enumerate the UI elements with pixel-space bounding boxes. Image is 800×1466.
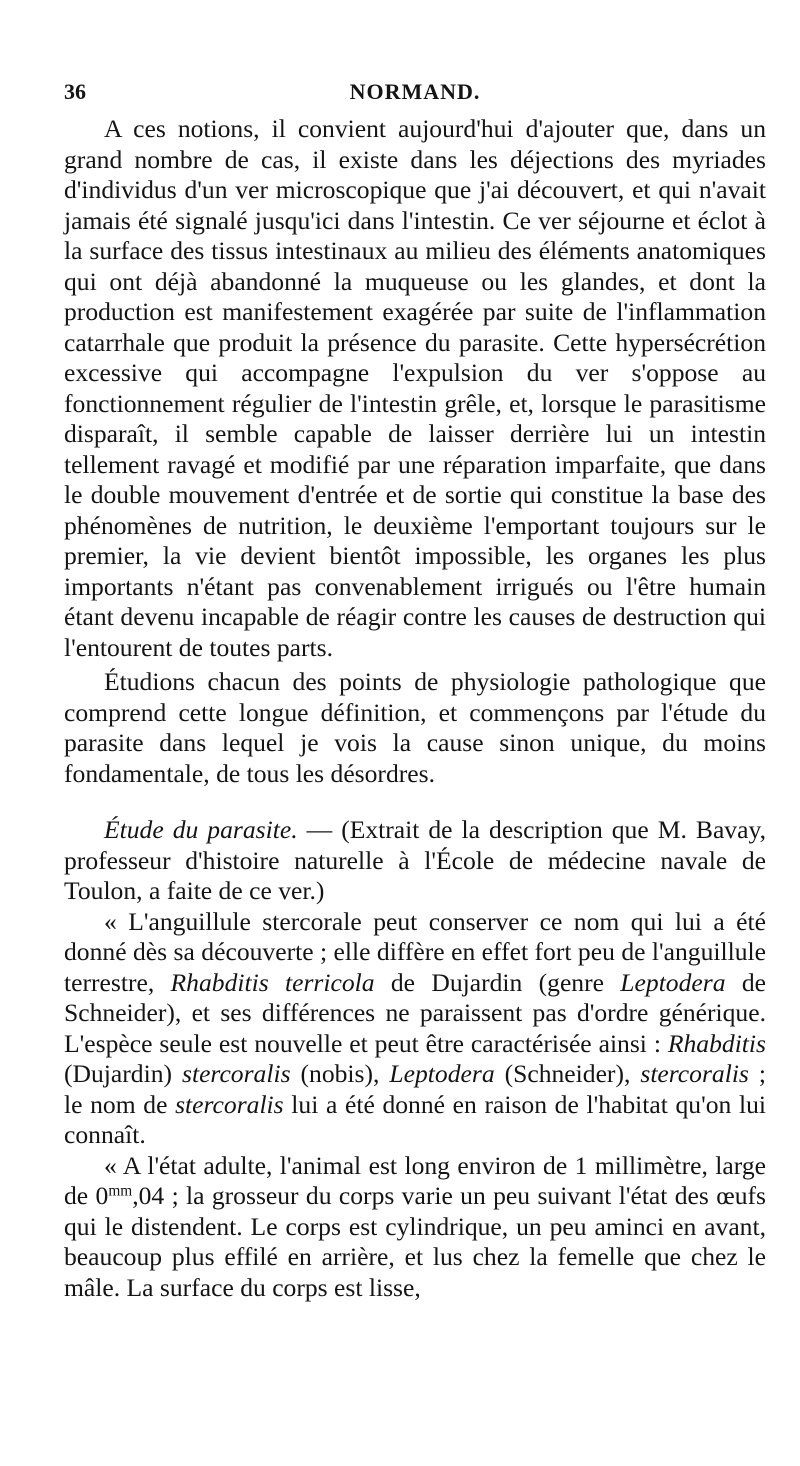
- running-title: NORMAND.: [349, 79, 481, 104]
- genus-name: Rhabditis: [667, 1028, 766, 1058]
- unit-superscript: mm: [108, 1182, 133, 1200]
- text-segment: « A l'état adulte, l'animal est long environ de 1 millimètre, large de 0: [64, 1150, 766, 1210]
- text-segment: lui a été donné en raison de l'habitat qu'on lui connaît.: [64, 1089, 766, 1149]
- genus-name: Leptodera: [620, 967, 726, 997]
- text-segment: (nobis),: [290, 1059, 390, 1088]
- paragraph-parasite-study: [64, 815, 766, 907]
- species-name: stercoralis: [640, 1059, 749, 1088]
- text-segment: ; le nom de: [64, 1059, 766, 1119]
- text-segment: de Dujardin (genre: [374, 967, 621, 997]
- section-heading: Étude du parasite.: [104, 815, 298, 844]
- page-header: [64, 78, 766, 106]
- paragraph-text: — (Extrait de la description que M. Bavay, professeur d'histoire naturelle à l'École de médecine navale de Toulon, a faite de ce ver.): [64, 815, 766, 905]
- text-segment: de Schneider), et ses différences ne paraissent pas d'ordre générique. L'espèce seule est nouvelle et peut être caractérisée ainsi :: [64, 967, 766, 1058]
- species-name: stercoralis: [175, 1089, 284, 1119]
- paragraph-anguillule: [64, 907, 766, 1151]
- paragraph-etudions: Étudions chacun des points de physiologie pathologique que comprend cette longue définition, et commençons par l'étude du parasite dans lequel je vois la cause sinon unique, du moins fondamentale, de tous les désordres.: [64, 667, 766, 788]
- text-segment: « L'anguillule stercorale peut conserver ce nom qui lui a été donné dès sa découverte ; elle diffère en effet fort peu de l'anguillule terrestre,: [64, 906, 766, 997]
- genus-name: Leptodera: [389, 1059, 495, 1088]
- paragraph-adult: [64, 1151, 766, 1304]
- species-name: Rhabditis terricola: [170, 967, 375, 997]
- species-name: stercoralis: [182, 1059, 291, 1088]
- page-number: 36: [64, 79, 86, 104]
- paragraph-intro: A ces notions, il convient aujourd'hui d'ajouter que, dans un grand nombre de cas, il existe dans les déjections des myriades d'individus d'un ver microscopique que j'ai découvert, et qui n'avait jamais été signalé jusqu'ici dans l'intestin. Ce ver séjourne et éclot à la surface des tissus intestinaux au milieu des éléments anatomiques qui ont déjà abandonné la muqueuse ou les glandes, et dont la production est manifestement exagérée par suite de l'inflammation catarrhale que produit la présence du parasite. Cette hypersécrétion excessive qui accompagne l'expulsion du ver s'oppose au fonctionnement régulier de l'intestin grêle, et, lorsque le parasitisme disparaît, il semble capable de laisser derrière lui un intestin tellement ravagé et modifié par une réparation imparfaite, que dans le double mouvement d'entrée et de sortie qui constitue la base des phénomènes de nutrition, le deuxième l'emportant toujours sur le premier, la vie devient bientôt impossible, les organes les plus importants n'étant pas convenablement irrigués ou l'être humain étant devenu incapable de réagir contre les causes de destruction qui l'entourent de toutes parts.: [64, 114, 766, 662]
- text-segment: (Schneider),: [494, 1059, 641, 1088]
- body-text: [64, 114, 766, 1303]
- text-segment: ,04 ; la grosseur du corps varie un peu suivant l'état des œufs qui le distendent. Le corps est cylindrique, un peu aminci en avant, beaucoup plus effilé en arrière, et lus chez la femelle que chez le mâle. La surface du corps est lisse,: [64, 1181, 766, 1302]
- text-segment: (Dujardin): [64, 1059, 182, 1088]
